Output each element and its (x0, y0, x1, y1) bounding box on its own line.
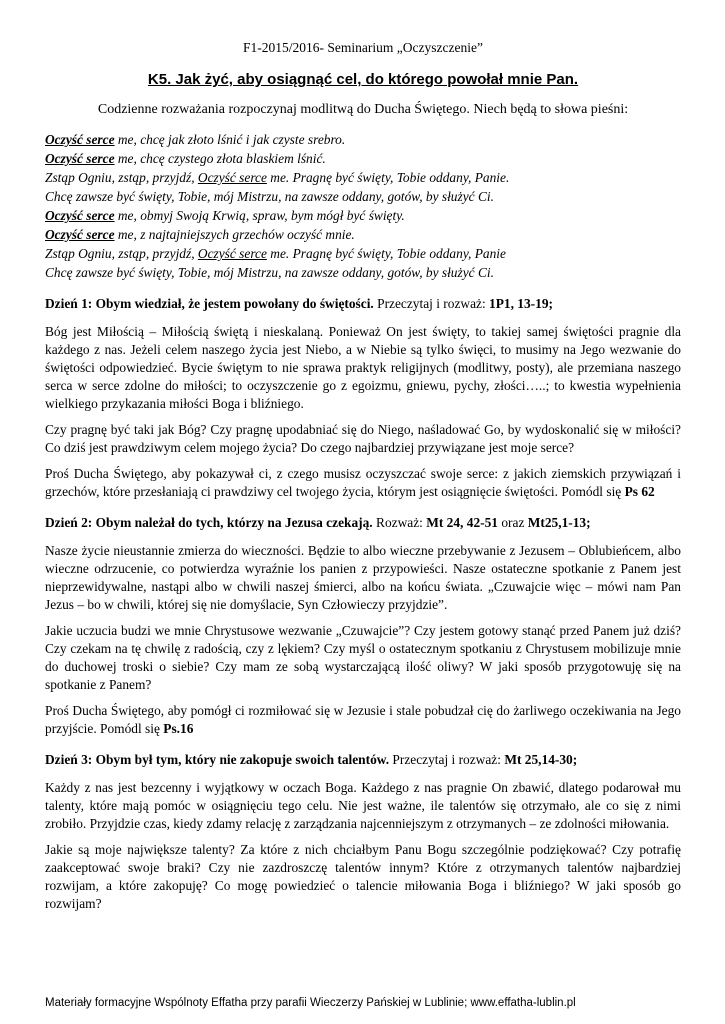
document-title: K5. Jak żyć, aby osiągnąć cel, do którego powołał mnie Pan. (147, 71, 579, 88)
day-2-prayer: Proś Ducha Świętego, aby pomógł ci rozmiłować się w Jezusie i stale pobudzał cię do żarliwego oczekiwania na Jego przyjście. Pomódl się Ps.16 (45, 703, 681, 736)
hymn-line: Oczyść serce me, chcę jak złoto lśnić i jak czyste srebro. (45, 132, 346, 147)
hymn-line: Oczyść serce me, obmyj Swoją Krwią, spraw, bym mógł być święty. (45, 208, 405, 223)
day-3-section (45, 751, 681, 913)
intro-text: Codzienne rozważania rozpoczynaj modlitwą do Ducha Świętego. Niech będą to słowa pieśni: (97, 102, 629, 117)
hymn-line: Oczyść serce me, z najtajniejszych grzechów oczyść mnie. (45, 227, 355, 242)
hymn-line: Zstąp Ogniu, zstąp, przyjdź, Oczyść serce me. Pragnę być święty, Tobie oddany, Panie. (45, 170, 510, 185)
hymn-lyrics (45, 130, 681, 282)
day-3-questions: Jakie są moje największe talenty? Za które z nich chciałbym Panu Bogu szczególnie podziękować? Czy potrafię zaakceptować swoje braki? Czy nie zazdroszczę talentów innym? Które z otrzymanych talentów najbardziej rozwijam, a które zakopuję? Co mogę powiedzieć o talencie miłowania Boga i bliźniego? W jaki sposób go rozwijam? (45, 842, 681, 911)
day-1-prayer: Proś Ducha Świętego, aby pokazywał ci, z czego musisz oczyszczać swoje serce: z jakich ziemskich przywiązań i grzechów, które przesłaniają ci prawdziwy cel twojego życia, którym jest osiągnięcie świętości. Pomódl się Ps 62 (45, 466, 681, 499)
day-3-paragraph: Każdy z nas jest bezcenny i wyjątkowy w oczach Boga. Każdego z nas pragnie On zbawić, dlatego podarował mu talenty, które mają pomóc w osiągnięciu tego celu. Nie jest ważne, ile talentów się otrzymało, ale co się z nimi zrobiło. Przyjdzie czas, kiedy zdamy relację z zarządzania najcenniejszym z otrzymanych – ze zdolności miłowania. (45, 780, 681, 831)
day-1-heading: Dzień 1: Obym wiedział, że jestem powołany do świętości. Przeczytaj i rozważ: 1P1, 13-19; (45, 296, 553, 311)
day-2-heading: Dzień 2: Obym należał do tych, którzy na Jezusa czekają. Rozważ: Mt 24, 42-51 oraz Mt25,1-13; (45, 515, 591, 530)
document-page (45, 0, 681, 921)
day-2-questions: Jakie uczucia budzi we mnie Chrystusowe wezwanie „Czuwajcie”? Czy jestem gotowy stanąć przed Panem już dziś? Czy czekam na tę chwilę z radością, czy z lękiem? Czy myśl o ostatecznym spotkaniu z Chrystusem mobilizuje mnie do duchowej troski o siebie? Czy mam ze sobą wystarczającą ilość oliwy? W jaki sposób przygotowuję się na spotkanie z Panem? (45, 623, 681, 692)
page-footer: Materiały formacyjne Wspólnoty Effatha przy parafii Wieczerzy Pańskiej w Lublinie; www.effatha-lublin.pl (45, 997, 576, 1009)
hymn-line: Chcę zawsze być święty, Tobie, mój Mistrzu, na zawsze oddany, gotów, by służyć Ci. (45, 189, 494, 204)
document-header: F1-2015/2016- Seminarium „Oczyszczenie” (243, 40, 483, 55)
hymn-line: Chcę zawsze być święty, Tobie, mój Mistrzu, na zawsze oddany, gotów, by służyć Ci. (45, 265, 494, 280)
day-2-section (45, 514, 681, 738)
day-1-questions: Czy pragnę być taki jak Bóg? Czy pragnę upodabniać się do Niego, naśladować Go, by wydoskonalić się w miłości? Co dziś jest prawdziwym celem mojego życia? Do czego najbardziej przywiązane jest moje serce? (45, 422, 681, 455)
day-1-section (45, 295, 681, 501)
hymn-line: Zstąp Ogniu, zstąp, przyjdź, Oczyść serce me. Pragnę być święty, Tobie oddany, Panie (45, 246, 506, 261)
day-1-paragraph: Bóg jest Miłością – Miłością świętą i nieskalaną. Ponieważ On jest święty, to takiej samej świętości pragnie dla każdego z nas. Jeżeli celem naszego życia jest Niebo, a w Niebie są tylko święci, to musimy na Jego wezwanie do świętości odpowiedzieć. Bycie świętym to nie sprawa praktyk religijnych (modlitwy, posty), ale przemiana naszego serca w serce zdolne do miłości; to oczyszczenie go z egoizmu, gniewu, pychy, złości…..; to kwestia wypełnienia wielkiego przykazania miłości Boga i bliźniego. (45, 324, 681, 411)
hymn-line: Oczyść serce me, chcę czystego złota blaskiem lśnić. (45, 151, 326, 166)
day-3-heading: Dzień 3: Obym był tym, który nie zakopuje swoich talentów. Przeczytaj i rozważ: Mt 25,14-30; (45, 752, 578, 767)
day-2-paragraph: Nasze życie nieustannie zmierza do wieczności. Będzie to albo wieczne przebywanie z Jezusem – Oblubieńcem, albo wieczne odrzucenie, co potwierdza wyraźnie los panien z przypowieści. Nasze ostateczne spotkanie z Panem jest nieprzewidywalne, nastąpi albo w chwili naszej śmierci, albo na końcu świata. „Czuwajcie więc – mówi nam Pan Jezus – bo w chwili, której się nie domyślacie, Syn Człowieczy przyjdzie”. (45, 543, 681, 612)
